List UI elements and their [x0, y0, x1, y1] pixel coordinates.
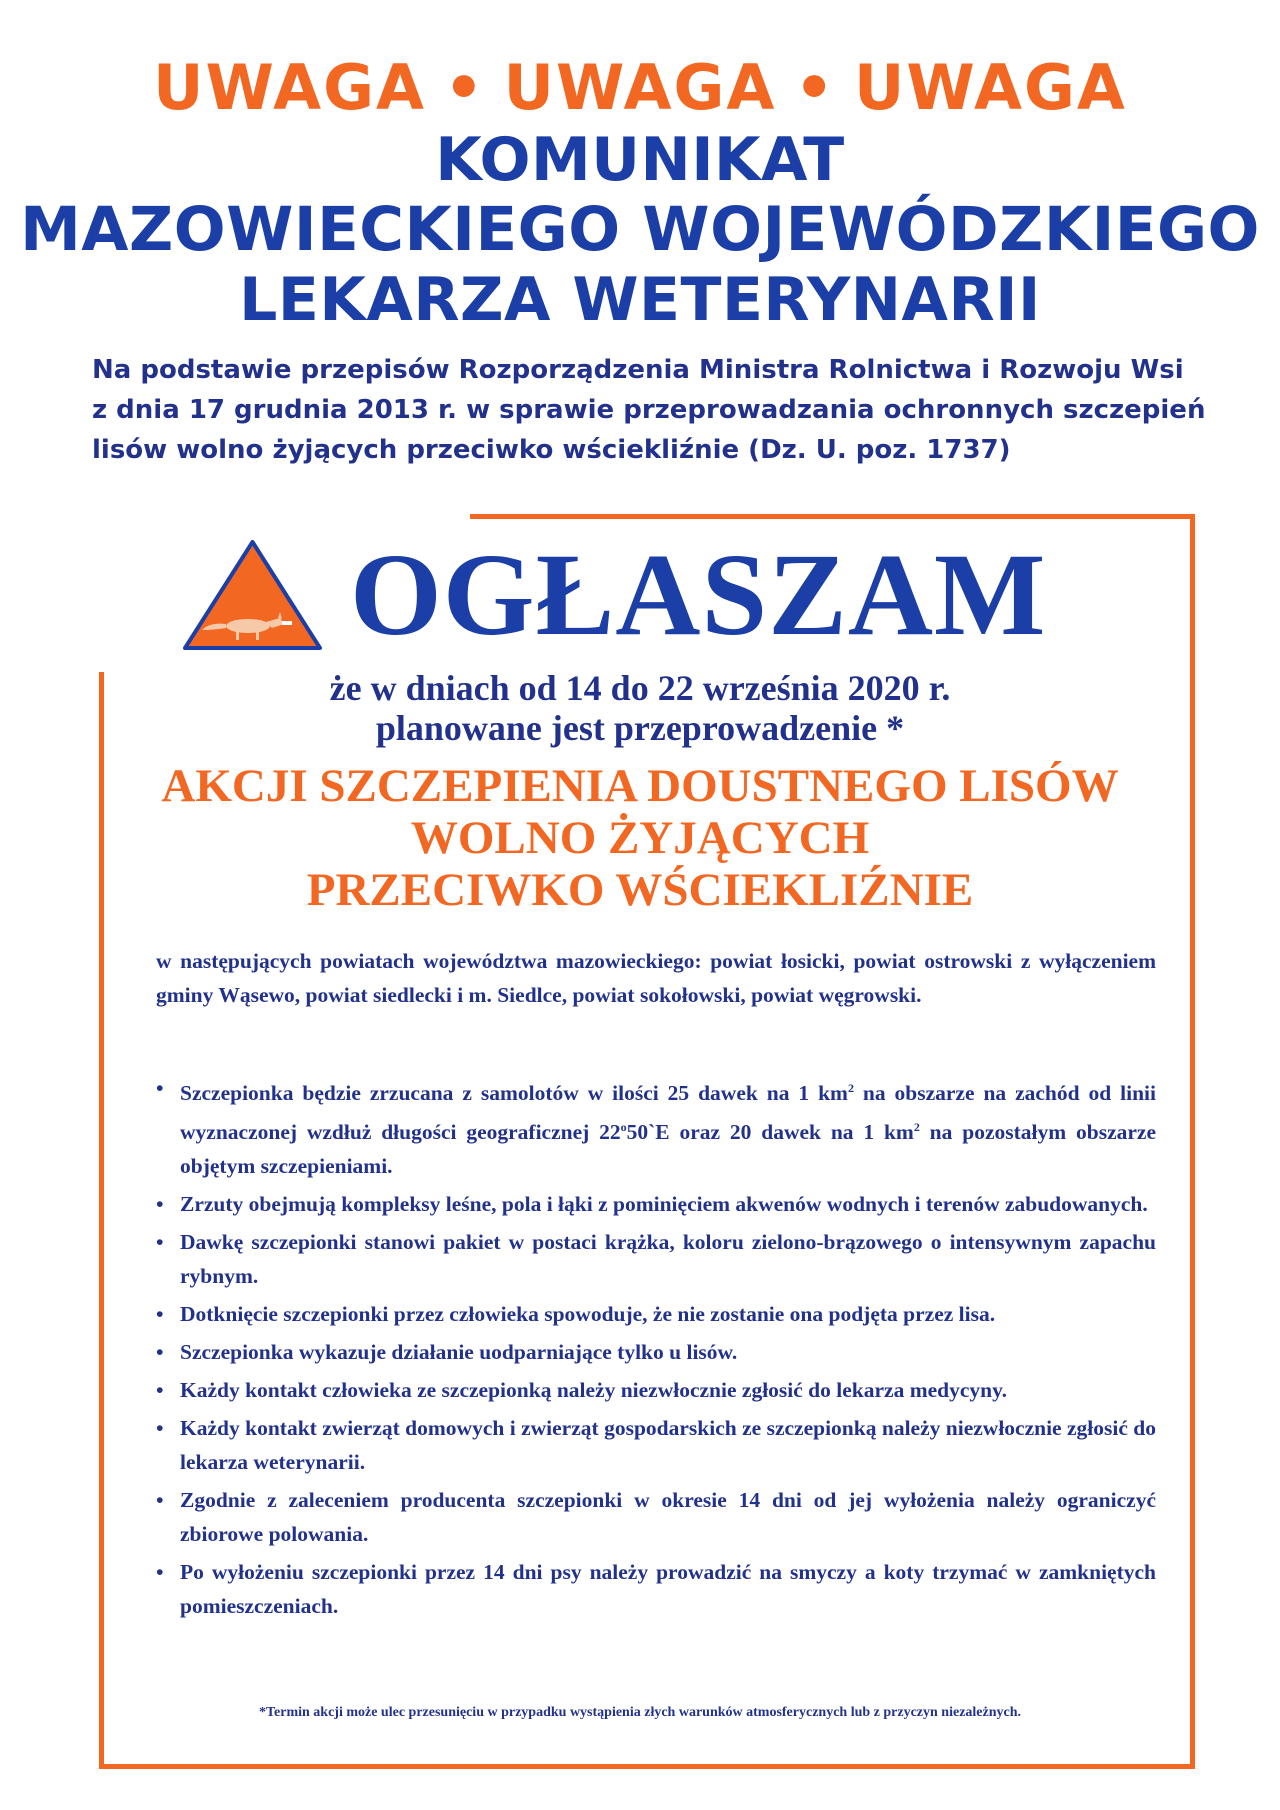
uwaga-word: UWAGA: [854, 51, 1127, 124]
issuer-title-line: MAZOWIECKIEGO WOJEWÓDZKIEGO: [20, 194, 1260, 265]
bullet-marker: •: [156, 1488, 164, 1513]
list-item: • Szczepionka wykazuje działanie uodparniające tylko u lisów.: [156, 1335, 1156, 1369]
bullet-marker: •: [156, 1340, 164, 1365]
bullet-marker: •: [156, 1302, 164, 1327]
uwaga-word: UWAGA: [153, 51, 426, 124]
bullet-marker: •: [156, 1560, 164, 1585]
list-item: • Dawkę szczepionki stanowi pakiet w postaci krążka, koloru zielono-brązowego o intensywnym zapachu rybnym.: [156, 1225, 1156, 1293]
list-item: • Szczepionka będzie zrzucana z samolotów w ilości 25 dawek na 1 $km^2$ na obszarze na zachód od linii wyznaczonej wzdłuż długości geograficznej 22$^o$50`E oraz 20 dawek na 1 $km^2$ na pozostałym obszarze objętym szczepieniami.: [156, 1071, 1156, 1183]
legal-basis-line: z dnia 17 grudnia 2013 r. w sprawie przeprowadzania ochronnych szczepień: [92, 395, 1206, 425]
list-item: • Po wyłożeniu szczepionki przez 14 dni psy należy prowadzić na smyczy a koty trzymać w zamkniętych pomieszczeniach.: [156, 1555, 1156, 1623]
frame-border-bottom: [99, 1764, 1195, 1769]
uwaga-word: UWAGA: [503, 51, 777, 124]
announcement-heading: OGŁASZAM: [350, 529, 1047, 660]
bullet-separator: •: [443, 51, 486, 124]
footnote: *Termin akcji może ulec przesunięciu w przypadku wystąpienia złych warunków atmosferycznych lub z przyczyn niezależnych.: [258, 1705, 1022, 1720]
dates-line: planowane jest przeprowadzenie *: [375, 708, 905, 748]
action-title-line: PRZECIWKO WŚCIEKLIŹNIE: [306, 864, 974, 916]
legal-basis-line: Na podstawie przepisów Rozporządzenia Ministra Rolnictwa i Rozwoju Wsi: [92, 355, 1184, 385]
issuer-title-line: LEKARZA WETERYNARII: [239, 265, 1041, 335]
list-item: • Dotknięcie szczepionki przez człowieka spowoduje, że nie zostanie ona podjęta przez lisa.: [156, 1297, 1156, 1331]
legal-basis: [92, 350, 1212, 470]
dates-line: że w dniach od 14 do 22 września 2020 r.: [329, 668, 951, 708]
bullet-marker: •: [156, 1230, 164, 1255]
bullet-marker: •: [156, 1076, 164, 1100]
instructions-list: [156, 1071, 1156, 1627]
legal-basis-line: lisów wolno żyjących przeciwko wściekliźnie (Dz. U. poz. 1737): [92, 435, 1011, 465]
komunikat-title: KOMUNIKAT: [435, 125, 845, 195]
warning-header: [0, 50, 1280, 126]
bullet-separator: •: [794, 51, 837, 124]
list-item: • Każdy kontakt człowieka ze szczepionką należy niezwłocznie zgłosić do lekarza medycyny.: [156, 1373, 1156, 1407]
frame-border-top: [470, 514, 1195, 519]
action-title-line: WOLNO ŻYJĄCYCH: [410, 812, 870, 864]
list-item: • Każdy kontakt zwierząt domowych i zwierząt gospodarskich ze szczepionką należy niezwłocznie zgłosić do lekarza weterynarii.: [156, 1411, 1156, 1479]
fox-warning-triangle-icon: [180, 538, 325, 653]
districts-paragraph: w następujących powiatach województwa mazowieckiego: powiat łosicki, powiat ostrowski z wyłączeniem gminy Wąsewo, powiat siedlecki i m. Siedlce, powiat sokołowski, powiat węgrowski.: [156, 949, 1156, 1007]
bullet-marker: •: [156, 1378, 164, 1403]
list-item: • Zrzuty obejmują kompleksy leśne, pola i łąki z pominięciem akwenów wodnych i terenów zabudowanych.: [156, 1187, 1156, 1221]
bullet-marker: •: [156, 1192, 164, 1217]
action-dates: [0, 668, 1280, 748]
list-item: • Zgodnie z zaleceniem producenta szczepionki w okresie 14 dni od jej wyłożenia należy ograniczyć zbiorowe polowania.: [156, 1483, 1156, 1551]
action-title-line: AKCJI SZCZEPIENIA DOUSTNEGO LISÓW: [161, 760, 1119, 812]
action-title: [0, 760, 1280, 916]
bullet-marker: •: [156, 1416, 164, 1441]
